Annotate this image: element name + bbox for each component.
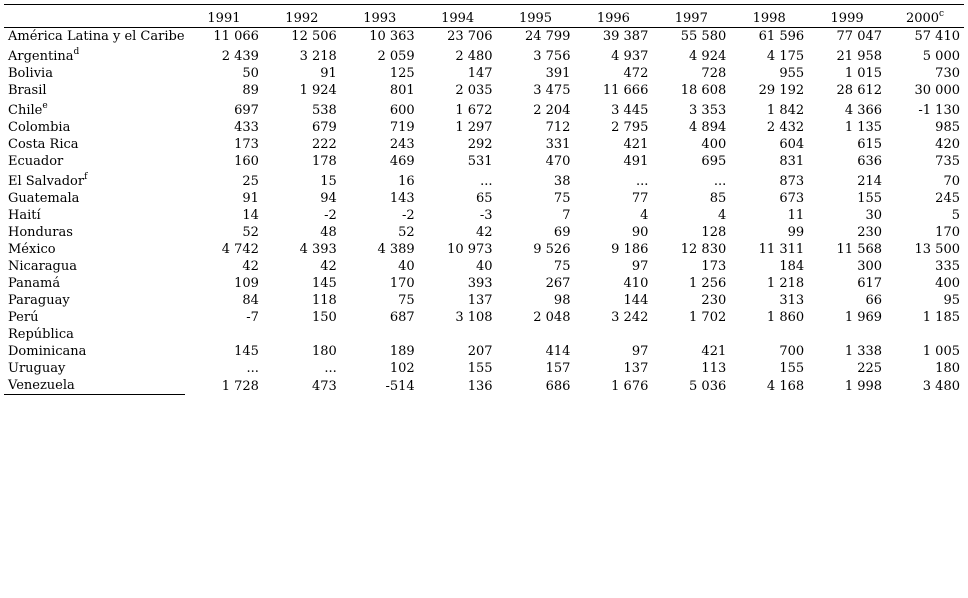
table-row [4, 153, 964, 170]
value-cell: 143 [389, 191, 415, 206]
value-cell: 40 [476, 259, 493, 274]
value-cell: 2 035 [455, 83, 493, 98]
row-label [4, 377, 185, 395]
value-cell: 65 [476, 191, 493, 206]
value-cell: 300 [857, 259, 883, 274]
value-cell: 1 860 [766, 310, 805, 325]
value-cell: 16 [398, 174, 415, 189]
value-cell: 985 [935, 120, 960, 135]
value-cell: 29 192 [758, 83, 805, 98]
value-cell: 95 [943, 293, 960, 308]
row-label [4, 292, 185, 309]
table-body [4, 28, 964, 395]
value-cell: 2 059 [377, 49, 415, 64]
value-cell: 70 [943, 174, 960, 189]
value-cell: 604 [779, 137, 805, 152]
value-cell: 89 [242, 83, 259, 98]
value-cell: -3 [479, 208, 493, 223]
row-label [4, 309, 185, 326]
value-cell: 469 [389, 154, 415, 169]
row-label-text: Uruguay [8, 361, 66, 376]
value-cell: 400 [701, 137, 727, 152]
value-cell: 2 048 [533, 310, 571, 325]
value-cell: 189 [389, 344, 415, 359]
value-cell: ... [635, 174, 649, 189]
value-cell: 730 [935, 66, 960, 81]
empty-cell [263, 326, 341, 343]
value-cell: 184 [779, 259, 805, 274]
year-header: 1998 [730, 5, 808, 28]
value-cell: 421 [623, 137, 649, 152]
value-cell: 4 [717, 208, 727, 223]
value-cell: 687 [389, 310, 415, 325]
value-cell: 102 [389, 361, 415, 376]
value-cell: 400 [935, 276, 960, 291]
value-cell: 77 [631, 191, 649, 206]
table-row [4, 258, 964, 275]
table-row [4, 292, 964, 309]
value-cell: 57 410 [914, 29, 960, 44]
value-cell: 11 [787, 208, 805, 223]
table-row [4, 170, 964, 190]
value-cell: 155 [779, 361, 805, 376]
value-cell: 137 [623, 361, 649, 376]
value-cell: 331 [545, 137, 571, 152]
value-cell: 955 [779, 66, 805, 81]
row-label-text: Perú [8, 310, 39, 325]
empty-cell [574, 326, 652, 343]
value-cell: 15 [320, 174, 337, 189]
value-cell: 4 [640, 208, 649, 223]
row-label [4, 343, 185, 360]
value-cell: 735 [935, 154, 960, 169]
empty-cell [730, 326, 808, 343]
row-label-text: Colombia [8, 120, 71, 135]
row-label [4, 258, 185, 275]
value-cell: 831 [779, 154, 805, 169]
value-cell: 91 [320, 66, 337, 81]
value-cell: 113 [701, 361, 727, 376]
value-cell: 615 [857, 137, 883, 152]
value-cell: 801 [389, 83, 415, 98]
table-row [4, 309, 964, 326]
value-cell: 84 [242, 293, 259, 308]
empty-cell [497, 326, 575, 343]
value-cell: 173 [701, 259, 727, 274]
value-cell: 2 795 [611, 120, 649, 135]
value-cell: 42 [320, 259, 337, 274]
value-cell: 728 [701, 66, 727, 81]
value-cell: 13 500 [914, 242, 960, 257]
value-cell: ... [713, 174, 727, 189]
value-cell: 180 [311, 344, 337, 359]
footnote-marker: d [73, 47, 80, 57]
value-cell: 414 [545, 344, 571, 359]
value-cell: 214 [857, 174, 883, 189]
footnote-marker: e [42, 101, 48, 111]
value-cell: 4 175 [766, 49, 805, 64]
value-cell: 538 [311, 103, 337, 118]
table-row [4, 190, 964, 207]
value-cell: 7 [562, 208, 571, 223]
value-cell: 9 186 [611, 242, 649, 257]
value-cell: 97 [631, 344, 649, 359]
value-cell: 18 608 [680, 83, 727, 98]
value-cell: 695 [701, 154, 727, 169]
row-label-text: México [8, 242, 56, 257]
value-cell: 155 [467, 361, 493, 376]
value-cell: 11 066 [213, 29, 259, 44]
value-cell: 144 [623, 293, 649, 308]
value-cell: 2 204 [533, 103, 571, 118]
value-cell: 600 [389, 103, 415, 118]
value-cell: 94 [320, 191, 337, 206]
year-header: 1992 [263, 5, 341, 28]
value-cell: 1 135 [844, 120, 883, 135]
value-cell: 1 924 [299, 83, 337, 98]
value-cell: 136 [467, 378, 493, 394]
value-cell: 160 [234, 154, 259, 169]
value-cell: 1 015 [844, 66, 883, 81]
header-row [4, 5, 964, 28]
value-cell: 4 742 [221, 242, 259, 257]
value-cell: 97 [631, 259, 649, 274]
value-cell: 1 218 [766, 276, 805, 291]
table-row [4, 207, 964, 224]
value-cell: 410 [623, 276, 649, 291]
value-cell: 5 [951, 208, 960, 223]
row-label [4, 153, 185, 170]
value-cell: 125 [389, 66, 415, 81]
value-cell: 145 [234, 344, 259, 359]
value-cell: 230 [857, 225, 883, 240]
footnote-marker: f [84, 172, 88, 182]
value-cell: 1 256 [689, 276, 727, 291]
value-cell: 335 [935, 259, 960, 274]
value-cell: 28 612 [836, 83, 883, 98]
value-cell: 52 [242, 225, 259, 240]
row-label-text: Dominicana [8, 344, 87, 359]
table-row [4, 360, 964, 377]
value-cell: 472 [623, 66, 649, 81]
empty-cell [808, 326, 886, 343]
year-header: 1994 [419, 5, 497, 28]
row-label-line1: República [8, 327, 74, 342]
value-cell: 170 [389, 276, 415, 291]
value-cell: 473 [311, 378, 337, 394]
value-cell: 9 526 [533, 242, 571, 257]
value-cell: 531 [467, 154, 493, 169]
investment-table [4, 4, 964, 395]
table-row [4, 45, 964, 65]
row-label-text: Argentina [8, 49, 74, 64]
year-header: 1997 [652, 5, 730, 28]
empty-cell [419, 326, 497, 343]
value-cell: 137 [467, 293, 493, 308]
row-label-text: Haití [8, 208, 41, 223]
value-cell: 1 998 [844, 378, 883, 394]
empty-cell [886, 326, 964, 343]
table-row [4, 99, 964, 119]
value-cell: 99 [787, 225, 805, 240]
row-label [4, 82, 185, 99]
value-cell: ... [246, 361, 259, 376]
year-header: 1999 [808, 5, 886, 28]
row-label-text: Honduras [8, 225, 73, 240]
value-cell: 207 [467, 344, 493, 359]
value-cell: 391 [545, 66, 571, 81]
row-label [4, 65, 185, 82]
row-label-text: Chile [8, 103, 43, 118]
table-row [4, 119, 964, 136]
row-label [4, 360, 185, 377]
value-cell: 313 [779, 293, 805, 308]
row-label [4, 241, 185, 258]
row-label-text: América Latina y el Caribe [8, 29, 185, 44]
table-row [4, 65, 964, 82]
value-cell: 686 [545, 378, 571, 394]
value-cell: 42 [476, 225, 493, 240]
value-cell: 14 [242, 208, 259, 223]
table-row [4, 275, 964, 292]
value-cell: 4 389 [377, 242, 415, 257]
value-cell: 393 [467, 276, 493, 291]
row-label [4, 28, 185, 46]
value-cell: 420 [935, 137, 960, 152]
row-label [4, 136, 185, 153]
value-cell: 180 [935, 361, 960, 376]
value-cell: 5 036 [689, 378, 727, 394]
row-label [4, 119, 185, 136]
row-label-text: Bolivia [8, 66, 53, 81]
investment-table-container [4, 4, 964, 395]
value-cell: 155 [857, 191, 883, 206]
row-label-text: Costa Rica [8, 137, 79, 152]
value-cell: 1 969 [844, 310, 883, 325]
value-cell: 2 439 [221, 49, 259, 64]
value-cell: -2 [402, 208, 415, 223]
value-cell: 30 000 [914, 83, 960, 98]
value-cell: 170 [935, 225, 960, 240]
value-cell: 267 [545, 276, 571, 291]
value-cell: 157 [545, 361, 571, 376]
row-label-text: Panamá [8, 276, 61, 291]
year-header: 1991 [185, 5, 263, 28]
value-cell: 150 [311, 310, 337, 325]
value-cell: 39 387 [602, 29, 649, 44]
row-label [4, 45, 185, 65]
row-label [4, 224, 185, 241]
table-row [4, 377, 964, 395]
value-cell: 11 311 [758, 242, 805, 257]
value-cell: 2 432 [766, 120, 805, 135]
row-label-text: Guatemala [8, 191, 80, 206]
value-cell: 178 [311, 154, 337, 169]
value-cell: 52 [398, 225, 415, 240]
value-cell: 50 [242, 66, 259, 81]
row-label [4, 99, 185, 119]
value-cell: 491 [623, 154, 649, 169]
value-cell: 11 568 [836, 242, 883, 257]
row-label-text: Paraguay [8, 293, 70, 308]
value-cell: 470 [545, 154, 571, 169]
value-cell: 1 297 [455, 120, 493, 135]
value-cell: ... [324, 361, 337, 376]
value-cell: 3 756 [533, 49, 571, 64]
value-cell: 3 218 [299, 49, 337, 64]
value-cell: 10 363 [369, 29, 415, 44]
value-cell: 24 799 [524, 29, 571, 44]
value-cell: 75 [398, 293, 415, 308]
row-label-text: Brasil [8, 83, 47, 98]
value-cell: ... [480, 174, 493, 189]
value-cell: 48 [320, 225, 337, 240]
value-cell: 75 [553, 191, 571, 206]
value-cell: 697 [234, 103, 259, 118]
value-cell: 3 353 [689, 103, 727, 118]
value-cell: 98 [553, 293, 571, 308]
value-cell: 2 480 [455, 49, 493, 64]
value-cell: 12 830 [680, 242, 727, 257]
value-cell: 421 [701, 344, 727, 359]
table-row [4, 343, 964, 360]
value-cell: 4 937 [611, 49, 649, 64]
table-row [4, 241, 964, 258]
value-cell: 712 [545, 120, 571, 135]
value-cell: 679 [311, 120, 337, 135]
footnote-marker: c [939, 9, 945, 19]
row-label-text: Ecuador [8, 154, 64, 169]
value-cell: 873 [779, 174, 805, 189]
value-cell: 225 [857, 361, 883, 376]
row-label-text: Nicaragua [8, 259, 77, 274]
value-cell: 673 [779, 191, 805, 206]
value-cell: 90 [631, 225, 649, 240]
value-cell: 145 [311, 276, 337, 291]
value-cell: 1 672 [455, 103, 493, 118]
value-cell: 77 047 [836, 29, 883, 44]
value-cell: 147 [467, 66, 493, 81]
value-cell: 4 366 [844, 103, 883, 118]
row-label [4, 170, 185, 190]
value-cell: 4 393 [299, 242, 337, 257]
value-cell: 1 338 [844, 344, 883, 359]
value-cell: 3 480 [922, 378, 960, 394]
empty-cell [652, 326, 730, 343]
empty-cell [341, 326, 419, 343]
value-cell: 1 005 [922, 344, 960, 359]
value-cell: 1 842 [766, 103, 805, 118]
value-cell: 245 [935, 191, 960, 206]
value-cell: 1 702 [689, 310, 727, 325]
value-cell: 21 958 [836, 49, 883, 64]
value-cell: 1 728 [221, 378, 259, 394]
value-cell: 1 185 [922, 310, 960, 325]
value-cell: 222 [311, 137, 337, 152]
table-row [4, 136, 964, 153]
value-cell: 243 [389, 137, 415, 152]
row-label [4, 275, 185, 292]
value-cell: 25 [242, 174, 259, 189]
value-cell: 109 [234, 276, 259, 291]
value-cell: 700 [779, 344, 805, 359]
table-row [4, 28, 964, 46]
value-cell: -7 [246, 310, 259, 325]
year-header-label: 2000 [905, 11, 940, 26]
year-header: 1993 [341, 5, 419, 28]
value-cell: 118 [311, 293, 337, 308]
value-cell: 128 [701, 225, 727, 240]
value-cell: 3 445 [611, 103, 649, 118]
table-row-label-continuation [4, 326, 964, 343]
value-cell: 719 [389, 120, 415, 135]
value-cell: 4 894 [689, 120, 727, 135]
year-header: 1995 [497, 5, 575, 28]
value-cell: -1 130 [918, 103, 960, 118]
value-cell: 617 [857, 276, 883, 291]
value-cell: 10 973 [447, 242, 493, 257]
value-cell: -514 [385, 378, 415, 394]
empty-cell [185, 326, 263, 343]
value-cell: 55 580 [680, 29, 727, 44]
value-cell: 4 168 [766, 378, 805, 394]
year-header-2000 [886, 5, 964, 28]
value-cell: 23 706 [447, 29, 493, 44]
value-cell: 5 000 [922, 49, 960, 64]
value-cell: 636 [857, 154, 883, 169]
value-cell: 11 666 [602, 83, 649, 98]
value-cell: 292 [467, 137, 493, 152]
value-cell: 42 [242, 259, 259, 274]
value-cell: 3 475 [533, 83, 571, 98]
value-cell: 40 [398, 259, 415, 274]
table-row [4, 224, 964, 241]
value-cell: 4 924 [689, 49, 727, 64]
value-cell: 75 [553, 259, 571, 274]
value-cell: -2 [324, 208, 337, 223]
year-header: 1996 [574, 5, 652, 28]
value-cell: 230 [701, 293, 727, 308]
value-cell: 61 596 [758, 29, 805, 44]
value-cell: 30 [865, 208, 883, 223]
value-cell: 1 676 [611, 378, 649, 394]
value-cell: 38 [553, 174, 571, 189]
header-corner-cell [4, 5, 185, 28]
row-label [4, 207, 185, 224]
value-cell: 91 [242, 191, 259, 206]
value-cell: 66 [865, 293, 883, 308]
table-row [4, 82, 964, 99]
value-cell: 433 [234, 120, 259, 135]
row-label [4, 190, 185, 207]
value-cell: 173 [234, 137, 259, 152]
value-cell: 3 108 [455, 310, 493, 325]
row-label-text: Venezuela [8, 378, 75, 393]
value-cell: 12 506 [291, 29, 337, 44]
row-label-text: El Salvador [8, 174, 85, 189]
value-cell: 85 [709, 191, 727, 206]
value-cell: 3 242 [611, 310, 649, 325]
value-cell: 69 [553, 225, 571, 240]
